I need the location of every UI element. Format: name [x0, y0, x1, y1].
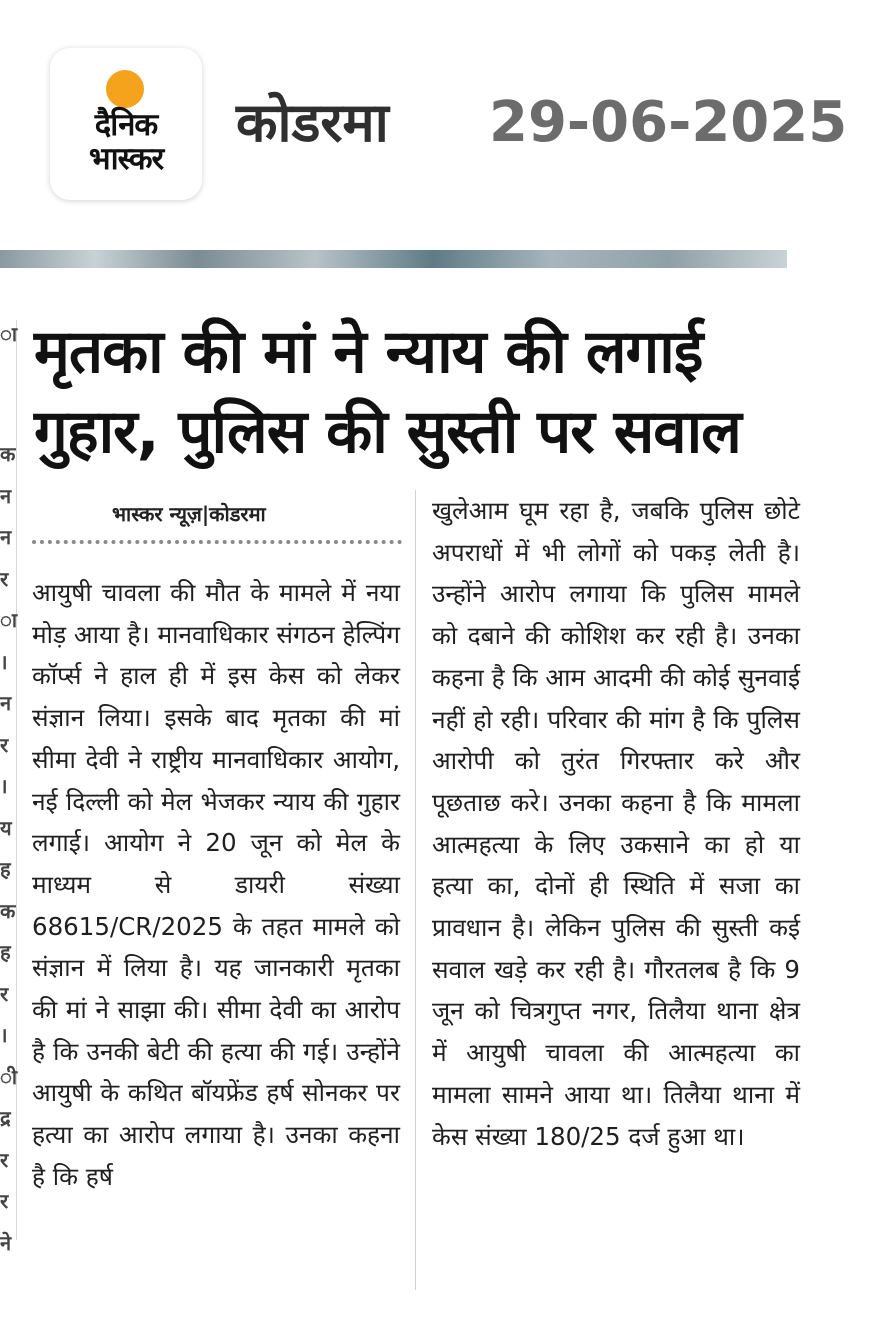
edition-date: 29-06-2025	[489, 90, 848, 155]
adjacent-article-char: ह	[0, 857, 11, 881]
adjacent-article-char: ।	[0, 774, 8, 798]
adjacent-article-char: ी	[0, 1064, 18, 1089]
adjacent-article-char: र	[0, 566, 9, 591]
adjacent-article-char: ।	[0, 649, 8, 674]
logo-text-line1: दैनिक	[94, 107, 158, 143]
logo-text-line2: भास्कर	[88, 141, 164, 177]
adjacent-article-char: ा	[0, 608, 18, 632]
byline-divider	[32, 540, 402, 544]
clipping-photo-strip	[0, 250, 787, 268]
adjacent-article-char: न	[0, 483, 12, 508]
sun-icon	[106, 70, 144, 108]
adjacent-article-char: द्र	[0, 1106, 11, 1130]
adjacent-article-char: क	[0, 442, 16, 466]
adjacent-article-char: न	[0, 525, 12, 549]
adjacent-article-char: र	[0, 1189, 9, 1213]
article-column-1: आयुषी चावला की मौत के मामले में नया मोड़ आया है। मानवाधिकार संगठन हेल्पिंग कॉर्प्स ने हाल ही में इस केस को लेकर संज्ञान लिया। इसके बाद मृतका की मां सीमा देवी ने राष्ट्रीय मानवाधिकार आयोग, नई दिल्ली को मेल भेजकर न्याय की गुहार लगाई। आयोग ने 20 जून को मेल के माध्यम से डायरी संख्या 68615/CR/2025 के तहत मामले को संज्ञान में लिया है। यह जानकारी मृतका की मां ने साझा की। सीमा देवी का आरोप है कि उनकी बेटी की हत्या की गई। उन्होंने आयुषी के कथित बॉयफ्रेंड हर्ष सोनकर पर हत्या का आरोप लगाया है। उनका कहना है कि हर्ष	[32, 578, 400, 1191]
adjacent-article-char: क	[0, 898, 16, 923]
article-column-2: खुलेआम घूम रहा है, जबकि पुलिस छोटे अपराधों में भी लोगों को पकड़ लेती है। उन्होंने आरोप लगाया कि पुलिस मामले को दबाने की कोशिश कर रही है। उनका कहना है कि आम आदमी की कोई सुनवाई नहीं हो रही। परिवार की मांग है कि पुलिस आरोपी को तुरंत गिरफ्तार करे और पूछताछ करे। उनका कहना है कि मामला आत्महत्या के लिए उकसाने का हो या हत्या का, दोनों ही स्थिति में सजा का प्रावधान है। लेकिन पुलिस की सुस्ती कई सवाल खड़े कर रही है। गौरतलब है कि 9 जून को चित्रगुप्त नगर, तिलैया थाना क्षेत्र में आयुषी चावला की आत्महत्या का मामला सामने आया था। तिलैया थाना में केस संख्या 180/25 दर्ज हुआ था।	[432, 496, 800, 1151]
article-byline: भास्कर न्यूज़|कोडरमा	[112, 502, 266, 526]
article-headline: मृतका की मां ने न्याय की लगाई गुहार, पुलिस की सुस्ती पर सवाल	[34, 317, 741, 467]
adjacent-article-char: य	[0, 815, 12, 840]
adjacent-article-char: ह	[0, 940, 11, 964]
adjacent-article-char: ।	[0, 1023, 8, 1047]
adjacent-article-char: र	[0, 1147, 9, 1172]
edition-city: कोडरमा	[236, 91, 389, 154]
dainik-bhaskar-logo	[50, 48, 202, 200]
adjacent-article-edge	[0, 320, 18, 1255]
adjacent-article-char: र	[0, 981, 9, 1006]
column-divider	[415, 490, 416, 1290]
adjacent-article-char: र	[0, 732, 9, 757]
adjacent-article-char: ा	[0, 322, 18, 346]
adjacent-article-char: न	[0, 691, 12, 715]
adjacent-article-char: ने	[0, 1230, 12, 1255]
